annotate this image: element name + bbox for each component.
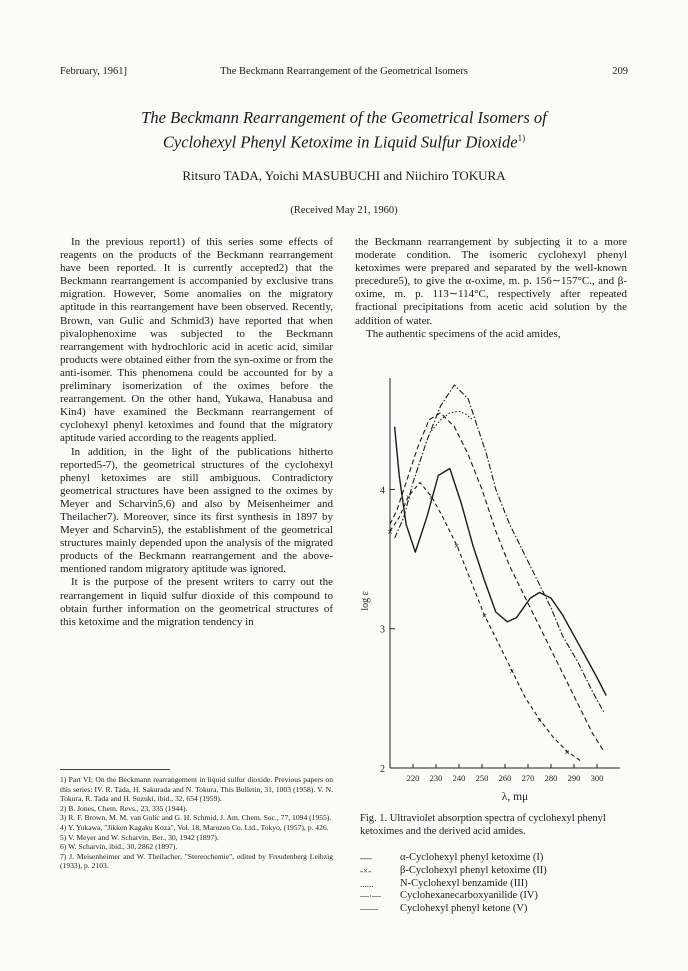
- footnote-2: 2) B. Jones, Chem. Revs., 23, 335 (1944).: [60, 803, 188, 813]
- figure-caption: [360, 813, 622, 838]
- right-paragraph-2: The authentic specimens of the acid amides,: [366, 327, 561, 340]
- legend-label: β-Cyclohexyl phenyl ketoxime (II): [400, 864, 547, 876]
- footnote-7: 7) J. Meisenheimer and W. Theilacher, "Stereochemie", edited by Freudenberg Leibzig (1933), p. 2103.: [60, 851, 333, 871]
- running-head: [60, 66, 628, 80]
- footnote-rule: [60, 769, 170, 770]
- x-tick-label: 290: [567, 773, 581, 783]
- y-tick-label: 2: [380, 764, 385, 775]
- title-line-2: Cyclohexyl Phenyl Ketoxime in Liquid Sulfur Dioxide: [162, 132, 518, 152]
- footnote-1: 1) Part VI; On the Beckmann rearrangement in liquid sulfur dioxide. Previous papers on this series: IV. R. Tada, H. Sakurada and N. Tokura, This Bulletin, 31, 1003 (1958). V. N. Tokura, R. Tada and H. Suzuki, ibid., 32, 654 (1959).: [60, 775, 333, 804]
- left-paragraph-2: In addition, in the light of the publications hitherto reported5-7), the geometrical structures of the cyclohexyl phenyl ketoximes are still ambiguous. Contradictory geometrical structures have been assigned to the oximes by Meyer and Scharvin5,6) and also by Meisenheimer and Theilacher7). Moreover, since its first synthesis in 1897 by Meyer and Scharvin5), the establishment of the geometrical structures mainly depended upon the analysis of the migrated products of the Beckmann rearrangement and the above-mentioned random migratory aptitude was ignored.: [60, 445, 333, 576]
- legend-symbol: ——: [360, 904, 378, 915]
- series-line: [395, 385, 604, 712]
- legend-label: Cyclohexanecarboxyanilide (IV): [400, 890, 538, 902]
- x-tick-label: 250: [475, 773, 489, 783]
- legend-symbol: —·—: [360, 891, 381, 902]
- legend-symbol: ......: [360, 878, 374, 889]
- series-line: [390, 413, 604, 752]
- figure-legend: [360, 852, 628, 916]
- series-marker: ×: [508, 667, 515, 676]
- caption-label: Fig. 1.: [360, 813, 388, 824]
- left-paragraph-1: In the previous report1) of this series some effects of reagents on the products of the Beckmann rearrangement have been reported. It is currently accepted2) that the Beckmann rearrangement is accompanied by exclusive trans migration. However, Some anomalies on the migratory aptitude in this rearrangement have been observed. Recently, Brown, van Gulic and Schmid3) have reported that when pivalophenoxime was subjected to the Beckmann rearrangement with hydrochloric acid in acetic acid, similar products were obtained either from the syn-oxime or from the anti-isomer. This phenomena could be accounted for by a preliminary isomerization of the oximes before the rearrangement. On the other hand, Yukawa, Hanabusa and Kin4) have examined the Beckmann rearrangement of cyclohexyl phenyl ketoximes and found that the migratory aptitude varied according to the reagents applied.: [60, 236, 333, 445]
- right-column: [355, 236, 627, 341]
- series-marker: ×: [428, 493, 435, 502]
- page-number: 209: [612, 66, 628, 77]
- y-axis-label: log ε: [360, 591, 371, 611]
- series-marker: ×: [405, 493, 412, 502]
- x-tick-label: 270: [521, 773, 535, 783]
- legend-item: [360, 878, 628, 891]
- legend-item: [360, 865, 628, 878]
- title-footnote-mark: 1): [517, 133, 526, 143]
- legend-symbol: -×-: [360, 865, 372, 876]
- x-tick-label: 280: [544, 773, 558, 783]
- legend-label: N-Cyclohexyl benzamide (III): [400, 877, 528, 889]
- left-paragraph-3: It is the purpose of the present writers to carry out the rearrangement in liquid sulfur dioxide of this compound to obtain further information on the geometrical structures of this ketoxime and the migration tendency in: [60, 576, 333, 628]
- series-line: [390, 483, 581, 762]
- footnote-5: 5) V. Meyer and W. Scharvin, Ber., 30, 1942 (1897).: [60, 832, 219, 842]
- legend-label: Cyclohexyl phenyl ketone (V): [400, 903, 528, 915]
- series-marker: ×: [453, 542, 460, 551]
- figure-1: [350, 368, 630, 803]
- y-tick-label: 4: [380, 485, 385, 497]
- author-list: Ritsuro TADA, Yoichi MASUBUCHI and Niichiro TOKURA: [182, 168, 506, 183]
- x-tick-label: 220: [406, 773, 420, 783]
- footnote-4: 4) Y. Yukawa, "Jikken Kagaku Koza", Vol. 18, Maruzen Co. Ltd., Tokyo, (1957), p. 426.: [60, 822, 329, 832]
- series-marker: ×: [564, 748, 571, 757]
- title-line-1: The Beckmann Rearrangement of the Geometrical Isomers of: [141, 108, 547, 127]
- x-axis-label: λ, mμ: [501, 791, 529, 803]
- received-date: (Received May 21, 1960): [290, 205, 398, 216]
- series-marker: ×: [387, 528, 393, 537]
- legend-label: α-Cyclohexyl phenyl ketoxime (I): [400, 852, 544, 863]
- x-tick-label: 240: [452, 773, 466, 783]
- footnote-6: 6) W. Scharvin, ibid., 30, 2862 (1897).: [60, 842, 178, 852]
- legend-symbol: ----: [360, 853, 372, 863]
- article-title: [60, 108, 628, 153]
- running-head-title: The Beckmann Rearrangement of the Geometrical Isomers: [220, 66, 468, 77]
- caption-text: Ultraviolet absorption spectra of cyclohexyl phenyl ketoximes and the derived acid amides.: [360, 813, 606, 837]
- y-tick-label: 3: [380, 624, 385, 636]
- legend-item: [360, 903, 628, 916]
- x-tick-label: 300: [590, 773, 604, 783]
- footnote-3: 3) R. F. Brown, M. M. van Gulic and G. H. Schmid, J. Am. Chem. Soc., 77, 1094 (1955).: [60, 813, 332, 823]
- legend-item: [360, 890, 628, 903]
- legend-item: [360, 852, 628, 865]
- uv-spectra-chart: [350, 368, 630, 803]
- footnotes: [60, 775, 333, 871]
- x-tick-label: 230: [429, 773, 443, 783]
- x-tick-label: 260: [498, 773, 512, 783]
- series-marker: ×: [481, 611, 488, 620]
- right-paragraph-1: the Beckmann rearrangement by subjecting it to a more moderate condition. The isomeric cyclohexyl phenyl ketoximes were prepared and separated by the well-known precedure5), to give the α-oxime, m. p. 156∼157°C., and β-oxime, m. p. 113∼114°C, respectively after repeated fractional precipitations from acetic acid solution by the addition of water.: [355, 236, 627, 327]
- left-column: [60, 236, 333, 629]
- running-head-date: February, 1961]: [60, 66, 127, 77]
- series-marker: ×: [536, 716, 543, 725]
